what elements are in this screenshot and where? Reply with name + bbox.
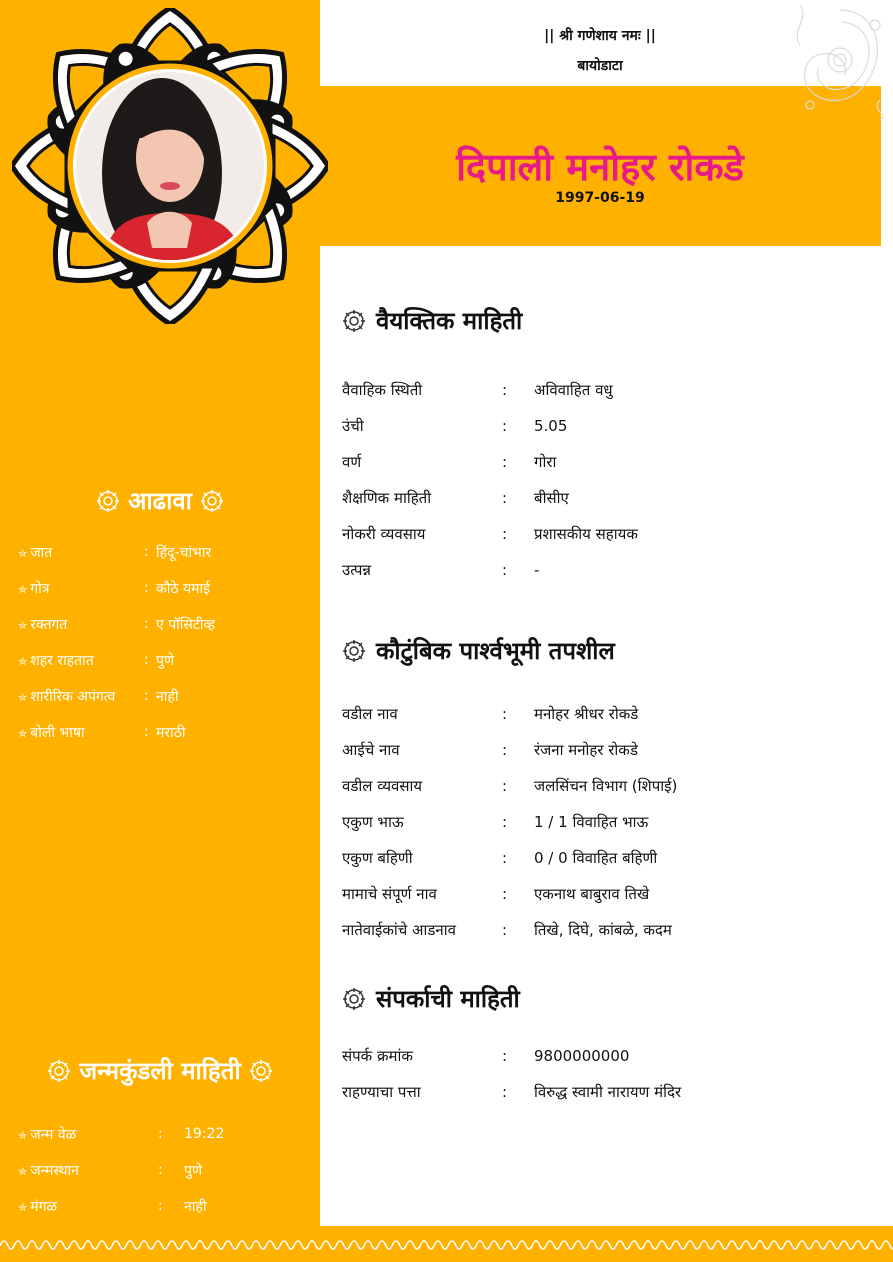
contact-heading <box>342 982 520 1015</box>
star-icon: ✮ <box>18 654 28 668</box>
star-icon: ✮ <box>18 618 28 632</box>
ornament-icon <box>200 489 224 513</box>
family-row: वडील नाव : मनोहर श्रीधर रोकडे <box>342 705 639 723</box>
overview-row: ✮ गोत्र : कौठे यमाई <box>18 580 210 597</box>
star-icon: ✮ <box>18 690 28 704</box>
personal-row: नोकरी व्यवसाय : प्रशासकीय सहायक <box>342 525 638 543</box>
overview-row: ✮ जात : हिंदू-चांभार <box>18 544 212 561</box>
personal-row: उत्पन्न : - <box>342 561 540 579</box>
family-row: वडील व्यवसाय : जलसिंचन विभाग (शिपाई) <box>342 777 678 795</box>
horoscope-row: ✮ मंगळ : नाही <box>18 1198 207 1215</box>
ornament-icon <box>342 309 366 333</box>
ornament-icon <box>96 489 120 513</box>
family-row: आईचे नाव : रंजना मनोहर रोकडे <box>342 741 638 759</box>
contact-row: राहण्याचा पत्ता : विरुद्ध स्वामी नारायण मंदिर <box>342 1083 682 1101</box>
biodata-label: बायोडाटा <box>577 58 623 74</box>
contact-title: संपर्काची माहिती <box>376 985 520 1013</box>
personal-title: वैयक्तिक माहिती <box>376 307 523 335</box>
mandala-photo-frame <box>12 8 328 324</box>
star-icon: ✮ <box>18 1128 28 1142</box>
horoscope-title: जन्मकुंडली माहिती <box>79 1057 241 1085</box>
family-row: मामाचे संपूर्ण नाव : एकनाथ बाबुराव तिखे <box>342 885 650 903</box>
personal-row: उंची : 5.05 <box>342 417 568 435</box>
overview-title: आढावा <box>128 487 192 515</box>
overview-row: ✮ शहर राहतात : पुणे <box>18 652 175 669</box>
overview-heading <box>0 484 320 517</box>
family-title: कौटुंबिक पार्श्वभूमी तपशील <box>376 637 615 665</box>
overview-row: ✮ रक्तगत : ए पॉसिटीव्ह <box>18 616 216 633</box>
horoscope-row: ✮ जन्मस्थान : पुणे <box>18 1162 203 1179</box>
decorative-border <box>0 1226 893 1262</box>
overview-row: ✮ शारीरिक अपंगत्व : नाही <box>18 688 179 705</box>
date-of-birth: 1997-06-19 <box>555 190 645 206</box>
star-icon: ✮ <box>18 582 28 596</box>
invocation-text: || श्री गणेशाय नमः || <box>544 28 656 44</box>
paisley-decoration-icon <box>780 0 893 120</box>
personal-row: वर्ण : गोरा <box>342 453 557 471</box>
personal-row: शैक्षणिक माहिती : बीसीए <box>342 489 569 507</box>
ornament-icon <box>342 639 366 663</box>
star-icon: ✮ <box>18 546 28 560</box>
ornament-icon <box>342 987 366 1011</box>
overview-row: ✮ बोली भाषा : मराठी <box>18 724 186 741</box>
contact-row: संपर्क क्रमांक : 9800000000 <box>342 1047 630 1065</box>
personal-heading <box>342 304 522 337</box>
personal-row: वैवाहिक स्थिती : अविवाहित वधु <box>342 381 613 399</box>
star-icon: ✮ <box>18 1164 28 1178</box>
family-row: एकुण भाऊ : 1 / 1 विवाहित भाऊ <box>342 813 649 831</box>
ornament-icon <box>249 1059 273 1083</box>
star-icon: ✮ <box>18 726 28 740</box>
family-heading <box>342 634 615 667</box>
ornament-icon <box>47 1059 71 1083</box>
candidate-name: दिपाली मनोहर रोकडे <box>456 145 744 189</box>
horoscope-row: ✮ जन्म वेळ : 19:22 <box>18 1126 225 1143</box>
horoscope-heading <box>0 1054 320 1087</box>
star-icon: ✮ <box>18 1200 28 1214</box>
family-row: नातेवाईकांचे आडनाव : तिखे, दिघे, कांबळे, कदम <box>342 921 672 939</box>
family-row: एकुण बहिणी : 0 / 0 विवाहित बहिणी <box>342 849 658 867</box>
